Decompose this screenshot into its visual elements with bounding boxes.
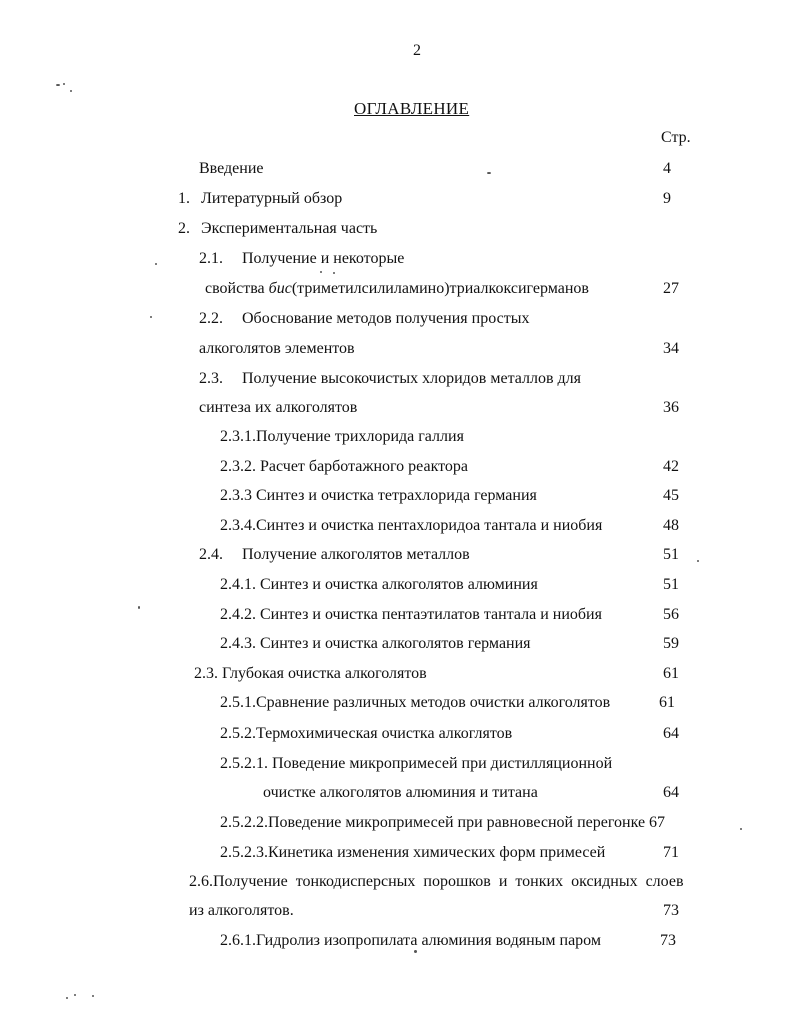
toc-entry xyxy=(220,457,468,477)
toc-entry xyxy=(199,369,581,389)
toc-entry xyxy=(220,605,602,625)
toc-entry-text: 2.4.1. Синтез и очистка алкоголятов алюминия xyxy=(220,576,538,593)
scan-speck xyxy=(740,828,742,830)
toc-entry xyxy=(205,279,589,299)
toc-entry-page: 64 xyxy=(663,784,679,801)
toc-entry-number: 2.2. xyxy=(199,310,223,327)
toc-entry xyxy=(199,249,404,269)
toc-entry-text: 2.3.4.Синтез и очистка пентахлоридоа тантала и ниобия xyxy=(220,517,603,534)
toc-entry-number: 2.4. xyxy=(199,546,223,563)
toc-entry-page: 4 xyxy=(663,160,671,177)
toc-entry-text: 2.6.Получение тонкодисперсных порошков и тонких оксидных слоев xyxy=(189,873,684,890)
scan-speck xyxy=(487,172,491,174)
toc-title: ОГЛАВЛЕНИЕ xyxy=(354,99,470,118)
toc-entry-page: 73 xyxy=(660,932,676,949)
toc-entry-text: Получение высокочистых хлоридов металлов для xyxy=(242,370,582,387)
toc-entry-page: 51 xyxy=(663,576,679,593)
toc-entry xyxy=(220,516,602,536)
toc-entry-text: 2.4.3. Синтез и очистка алкоголятов германия xyxy=(220,635,531,652)
toc-entry-text: 2.3.2. Расчет барботажного реактора xyxy=(220,458,469,475)
toc-entry-page: 61 xyxy=(659,694,675,711)
toc-entry-text: синтеза их алкоголятов xyxy=(199,399,358,416)
scan-speck xyxy=(74,994,76,996)
toc-entry-text: 2.6.1.Гидролиз изопропилата алюминия водяным паром xyxy=(220,932,601,949)
toc-entry-page: 36 xyxy=(663,399,679,416)
toc-entry xyxy=(220,634,531,654)
toc-entry-italic: бис xyxy=(268,280,292,297)
toc-entry-text: 2.3.3 Синтез и очистка тетрахлорида германия xyxy=(220,487,537,504)
toc-entry-text: Получение и некоторые xyxy=(242,250,405,267)
toc-entry-page: 27 xyxy=(663,280,679,297)
toc-entry-text: 2.3. Глубокая очистка алкоголятов xyxy=(194,665,427,682)
page-number: 2 xyxy=(413,42,421,59)
scan-speck xyxy=(138,606,140,609)
toc-entry xyxy=(220,843,605,863)
toc-entry-page: 42 xyxy=(663,458,679,475)
toc-entry xyxy=(220,575,538,595)
toc-entry-page: 45 xyxy=(663,487,679,504)
toc-entry-text: Экспериментальная часть xyxy=(201,220,378,237)
toc-entry-number: 2. xyxy=(178,220,190,237)
toc-entry-text: 2.5.2.3.Кинетика изменения химических форм примесей xyxy=(220,844,606,861)
scan-speck xyxy=(63,83,65,85)
toc-entry xyxy=(199,309,529,329)
toc-entry-text: Получение алкоголятов металлов xyxy=(242,546,470,563)
toc-entry xyxy=(220,427,464,447)
toc-entry-page: 64 xyxy=(663,725,679,742)
toc-entry xyxy=(220,754,612,774)
scan-speck xyxy=(56,84,60,86)
toc-entry-page: 73 xyxy=(663,902,679,919)
toc-entry xyxy=(220,486,537,506)
toc-entry-text: 2.5.2.Термохимическая очистка алкоглятов xyxy=(220,725,513,742)
toc-entry-page: 48 xyxy=(663,517,679,534)
toc-entry xyxy=(178,219,377,239)
scan-speck xyxy=(155,263,157,265)
toc-entry-number: 2.1. xyxy=(199,250,223,267)
toc-entry xyxy=(178,189,342,209)
scan-speck xyxy=(414,950,417,953)
toc-entry xyxy=(220,813,665,833)
toc-entry-text: Введение xyxy=(199,160,264,177)
toc-entry xyxy=(199,545,470,565)
toc-entry xyxy=(194,664,427,684)
toc-entry-page: 51 xyxy=(663,546,679,563)
page-column-header: Стр. xyxy=(661,129,691,146)
toc-entry-text: (триметилсилиламино)триалкоксигерманов xyxy=(291,280,589,297)
toc-entry-page: 61 xyxy=(663,665,679,682)
toc-entry-text: 2.5.2.2.Поведение микропримесей при равновесной перегонке 67 xyxy=(220,814,666,831)
scan-speck xyxy=(333,272,335,274)
toc-entry-text: свойства xyxy=(205,280,269,297)
toc-entry-number: 2.3. xyxy=(199,370,223,387)
scan-speck xyxy=(66,997,68,999)
toc-entry xyxy=(189,872,684,892)
toc-entry-text: 2.3.1.Получение трихлорида галлия xyxy=(220,428,464,445)
scan-speck xyxy=(320,271,322,273)
toc-entry xyxy=(220,931,601,951)
toc-entry-text: из алкоголятов. xyxy=(189,902,294,919)
toc-entry-page: 34 xyxy=(663,340,679,357)
toc-entry-text: алкоголятов элементов xyxy=(199,340,355,357)
toc-entry xyxy=(199,398,357,418)
scan-speck xyxy=(70,90,72,92)
scan-speck xyxy=(92,995,94,997)
toc-entry-text: Обоснование методов получения простых xyxy=(242,310,530,327)
toc-entry-text: 2.5.1.Сравнение различных методов очистки алкоголятов xyxy=(220,694,611,711)
toc-entry-text: 2.5.2.1. Поведение микропримесей при дистилляционной xyxy=(220,755,613,772)
toc-entry xyxy=(220,693,610,713)
toc-entry-page: 71 xyxy=(663,844,679,861)
toc-entry xyxy=(199,159,264,179)
toc-entry-page: 9 xyxy=(663,190,671,207)
scan-speck xyxy=(150,316,152,318)
toc-entry xyxy=(220,724,512,744)
scan-speck xyxy=(697,560,699,562)
toc-entry xyxy=(263,783,538,803)
toc-entry-text: Литературный обзор xyxy=(201,190,343,207)
toc-entry xyxy=(199,339,355,359)
toc-entry-number: 1. xyxy=(178,190,190,207)
toc-entry-page: 59 xyxy=(663,635,679,652)
toc-entry-text: 2.4.2. Синтез и очистка пентаэтилатов тантала и ниобия xyxy=(220,606,602,623)
toc-entry-text: очистке алкоголятов алюминия и титана xyxy=(263,784,538,801)
toc-entry-page: 56 xyxy=(663,606,679,623)
toc-entry xyxy=(189,901,294,921)
